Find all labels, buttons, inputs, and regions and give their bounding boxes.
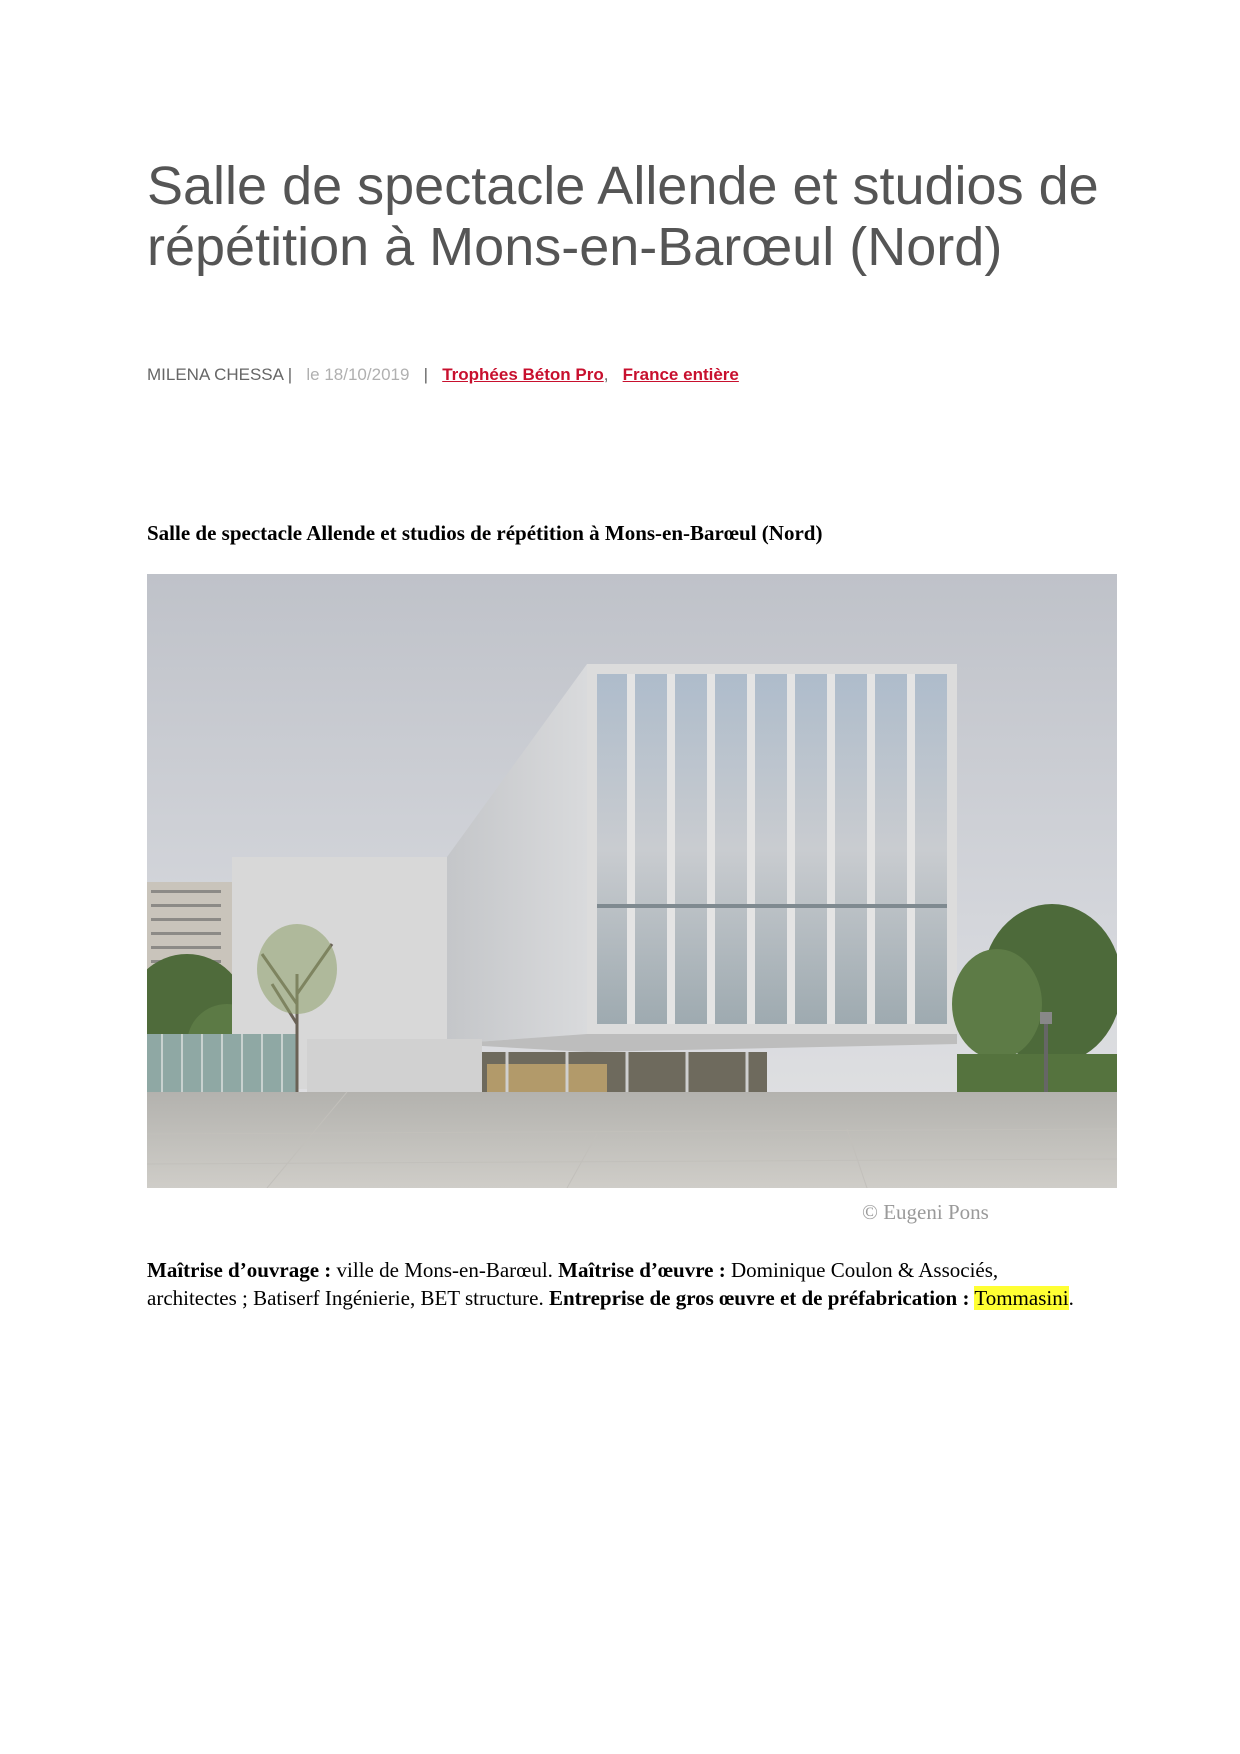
label-entreprise: Entreprise de gros œuvre et de préfabrication : (548, 1286, 970, 1310)
byline-separator: | (287, 365, 293, 384)
tag-separator: , (603, 365, 609, 384)
value-maitrise-oeuvre: Dominique Coulon & Associés, architectes ; Batiserf Ingénierie, BET structure. (147, 1258, 999, 1310)
project-credits (147, 1256, 1092, 1312)
credits-end: . (1068, 1286, 1074, 1310)
byline (147, 365, 739, 385)
value-maitrise-ouvrage: ville de Mons-en-Barœul. (331, 1258, 559, 1282)
article-subheading: Salle de spectacle Allende et studios de répétition à Mons-en-Barœul (Nord) (147, 521, 823, 545)
article-title: Salle de spectacle Allende et studios de répétition à Mons-en-Barœul (Nord) (147, 156, 1099, 277)
photo-credit: © Eugeni Pons (862, 1200, 989, 1224)
tag-link-france[interactable]: France entière (622, 365, 739, 384)
byline-separator: | (423, 365, 429, 384)
label-maitrise-oeuvre: Maîtrise d’œuvre : (558, 1258, 726, 1282)
value-entreprise-highlighted: Tommasini (974, 1286, 1069, 1310)
author-name: MILENA CHESSA (147, 365, 284, 384)
tag-link-trophees[interactable]: Trophées Béton Pro (442, 365, 604, 384)
building-photo (147, 574, 1117, 1188)
label-maitrise-ouvrage: Maîtrise d’ouvrage : (147, 1258, 332, 1282)
publish-date: le 18/10/2019 (306, 365, 410, 384)
